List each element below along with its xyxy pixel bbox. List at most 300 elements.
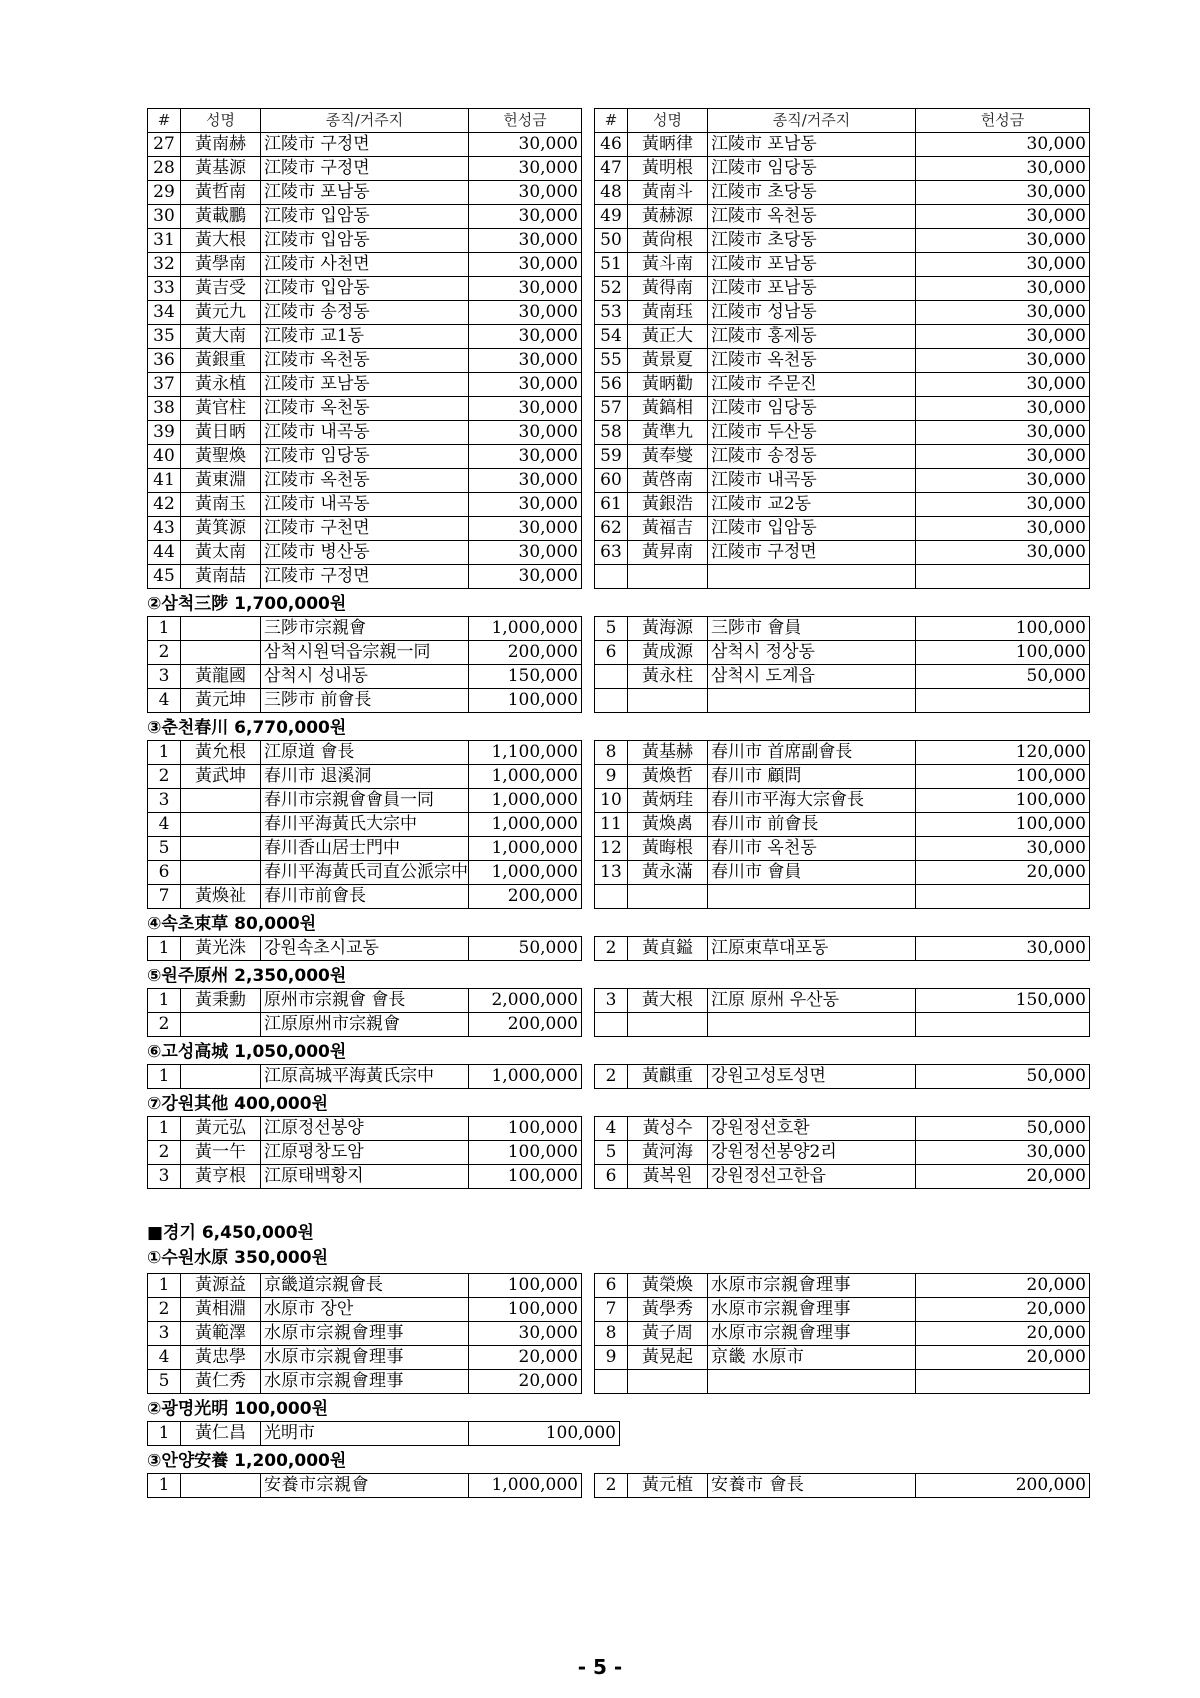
entry-amount: 30,000 [469, 445, 582, 469]
entry-amount: 200,000 [469, 1013, 582, 1037]
entry-position-residence: 江原태백황지 [261, 1165, 469, 1189]
entry-name: 黃仁昌 [181, 1422, 261, 1446]
entry-number [595, 665, 628, 689]
entry-number: 63 [595, 541, 628, 565]
entry-name [628, 689, 708, 713]
entry-number: 2 [595, 937, 628, 961]
column-separator [582, 469, 595, 493]
col-job-header: 종직/거주지 [708, 109, 916, 133]
entry-amount: 30,000 [916, 157, 1090, 181]
entry-number [595, 565, 628, 589]
entry-number: 1 [148, 1117, 181, 1141]
entry-number [595, 1370, 628, 1394]
entry-name: 黃南赫 [181, 133, 261, 157]
entry-name: 黃子周 [628, 1322, 708, 1346]
entry-amount: 20,000 [916, 1298, 1090, 1322]
entry-number: 6 [595, 1165, 628, 1189]
entry-number: 1 [148, 1065, 181, 1089]
entry-number: 44 [148, 541, 181, 565]
entry-position-residence: 江陵市 입암동 [261, 229, 469, 253]
entry-amount: 30,000 [916, 541, 1090, 565]
entry-amount: 20,000 [916, 1274, 1090, 1298]
entry-name: 黃武坤 [181, 765, 261, 789]
section-title: ①수원水原 350,000원 [147, 1248, 329, 1268]
entry-amount: 30,000 [469, 397, 582, 421]
entry-number: 12 [595, 837, 628, 861]
entry-amount: 30,000 [916, 349, 1090, 373]
entry-position-residence: 水原市宗親會理事 [708, 1274, 916, 1298]
entry-position-residence: 江陵市 임당동 [708, 397, 916, 421]
column-separator [582, 325, 595, 349]
entry-position-residence: 삼척시원덕읍宗親一同 [261, 641, 469, 665]
entry-position-residence: 江陵市 옥천동 [708, 205, 916, 229]
entry-number: 3 [148, 665, 181, 689]
table-row [148, 565, 1090, 589]
entry-amount: 30,000 [469, 1322, 582, 1346]
entry-number: 1 [148, 741, 181, 765]
entry-name: 黃日昞 [181, 421, 261, 445]
entry-name: 黃炳珪 [628, 789, 708, 813]
entry-number: 7 [148, 885, 181, 909]
entry-amount: 30,000 [916, 325, 1090, 349]
entry-position-residence: 水原市宗親會理事 [261, 1322, 469, 1346]
entry-position-residence: 水原市 장안 [261, 1298, 469, 1322]
entry-position-residence [708, 565, 916, 589]
column-separator [582, 373, 595, 397]
entry-number: 6 [595, 641, 628, 665]
entry-amount: 50,000 [916, 1065, 1090, 1089]
entry-position-residence: 江原束草대포동 [708, 937, 916, 961]
entry-name: 黃官柱 [181, 397, 261, 421]
section-title: ④속초束草 80,000원 [147, 914, 317, 934]
entry-name: 黃煥祉 [181, 885, 261, 909]
entry-name: 黃昞勸 [628, 373, 708, 397]
entry-name: 黃奉燮 [628, 445, 708, 469]
entry-name: 黃南喆 [181, 565, 261, 589]
table-row [148, 133, 1090, 157]
entry-position-residence: 三陟市 前會長 [261, 689, 469, 713]
table-row [148, 517, 1090, 541]
col-name-header: 성명 [628, 109, 708, 133]
entry-position-residence: 江陵市 입암동 [261, 277, 469, 301]
entry-position-residence: 강원정선호환 [708, 1117, 916, 1141]
entry-number: 9 [595, 1346, 628, 1370]
table-row [148, 665, 1090, 689]
column-separator [582, 445, 595, 469]
entry-name: 黃龍國 [181, 665, 261, 689]
entry-name: 黃永滿 [628, 861, 708, 885]
entry-name: 黃成源 [628, 641, 708, 665]
table-row [148, 445, 1090, 469]
entry-position-residence: 江陵市 성남동 [708, 301, 916, 325]
entry-number: 60 [595, 469, 628, 493]
column-separator [582, 1165, 595, 1189]
entry-position-residence: 江陵市 내곡동 [261, 421, 469, 445]
entry-position-residence: 江陵市 옥천동 [261, 469, 469, 493]
entry-amount: 50,000 [469, 937, 582, 961]
entry-number: 59 [595, 445, 628, 469]
entry-name: 黃得南 [628, 277, 708, 301]
table-row [148, 373, 1090, 397]
entry-amount: 30,000 [916, 253, 1090, 277]
entry-number: 35 [148, 325, 181, 349]
column-separator [582, 109, 595, 133]
table-row [148, 1422, 620, 1446]
entry-position-residence: 강원정선봉양2리 [708, 1141, 916, 1165]
entry-amount: 100,000 [916, 641, 1090, 665]
entry-number [595, 689, 628, 713]
column-separator [582, 229, 595, 253]
entry-position-residence: 水原市宗親會理事 [261, 1346, 469, 1370]
entry-amount: 30,000 [469, 517, 582, 541]
entry-name: 黃煥哲 [628, 765, 708, 789]
entry-number: 4 [148, 689, 181, 713]
entry-position-residence [708, 885, 916, 909]
column-separator [582, 301, 595, 325]
table-row [148, 205, 1090, 229]
entry-amount: 20,000 [916, 1322, 1090, 1346]
entry-position-residence: 江原高城平海黃氏宗中 [261, 1065, 469, 1089]
table-row [148, 397, 1090, 421]
col-num-header: # [595, 109, 628, 133]
table-row [148, 181, 1090, 205]
entry-number: 42 [148, 493, 181, 517]
column-separator [582, 253, 595, 277]
entry-number: 3 [148, 1165, 181, 1189]
entry-position-residence: 江陵市 송정동 [261, 301, 469, 325]
entry-position-residence: 江原정선봉양 [261, 1117, 469, 1141]
entry-position-residence: 江陵市 포남동 [708, 133, 916, 157]
entry-position-residence: 春川市平海大宗會長 [708, 789, 916, 813]
entry-position-residence: 江陵市 옥천동 [261, 397, 469, 421]
entry-number: 43 [148, 517, 181, 541]
entry-name: 黃元坤 [181, 689, 261, 713]
entry-number: 8 [595, 1322, 628, 1346]
sokcho-table [147, 936, 1090, 961]
entry-name [181, 617, 261, 641]
entry-name: 黃赫源 [628, 205, 708, 229]
entry-name: 黃銀浩 [628, 493, 708, 517]
entry-number: 1 [148, 937, 181, 961]
column-separator [582, 813, 595, 837]
entry-name: 黃學秀 [628, 1298, 708, 1322]
entry-position-residence: 江陵市 입암동 [261, 205, 469, 229]
entry-position-residence: 水原市宗親會理事 [708, 1322, 916, 1346]
entry-number: 39 [148, 421, 181, 445]
column-separator [582, 1298, 595, 1322]
entry-amount: 30,000 [916, 421, 1090, 445]
entry-name: 黃昇南 [628, 541, 708, 565]
column-separator [582, 1013, 595, 1037]
column-separator [582, 397, 595, 421]
table-row [148, 1474, 1090, 1498]
entry-number: 61 [595, 493, 628, 517]
entry-position-residence: 江原原州市宗親會 [261, 1013, 469, 1037]
entry-name: 黃哲南 [181, 181, 261, 205]
entry-number: 31 [148, 229, 181, 253]
entry-number: 2 [148, 641, 181, 665]
entry-amount [916, 1370, 1090, 1394]
entry-position-residence [708, 1013, 916, 1037]
entry-position-residence: 江原평창도암 [261, 1141, 469, 1165]
entry-number: 8 [595, 741, 628, 765]
entry-number: 49 [595, 205, 628, 229]
entry-name: 黃準九 [628, 421, 708, 445]
entry-amount: 1,100,000 [469, 741, 582, 765]
entry-position-residence: 江陵市 두산동 [708, 421, 916, 445]
entry-amount: 30,000 [916, 1141, 1090, 1165]
table-row [148, 325, 1090, 349]
entry-name: 黃啓南 [628, 469, 708, 493]
column-separator [582, 617, 595, 641]
column-separator [582, 517, 595, 541]
entry-position-residence: 강원고성토성면 [708, 1065, 916, 1089]
entry-number: 5 [595, 617, 628, 641]
column-separator [582, 641, 595, 665]
entry-amount [916, 565, 1090, 589]
entry-name: 黃鎬相 [628, 397, 708, 421]
column-separator [582, 205, 595, 229]
table-row [148, 617, 1090, 641]
entry-amount: 1,000,000 [469, 1065, 582, 1089]
entry-amount: 30,000 [916, 277, 1090, 301]
entry-amount [916, 1013, 1090, 1037]
entry-number: 48 [595, 181, 628, 205]
entry-amount: 100,000 [469, 689, 582, 713]
gwangmyeong-table [147, 1421, 620, 1446]
entry-position-residence: 江陵市 옥천동 [708, 349, 916, 373]
entry-number: 5 [148, 1370, 181, 1394]
entry-position-residence: 春川平海黃氏司直公派宗中 [261, 861, 469, 885]
entry-number: 47 [595, 157, 628, 181]
entry-position-residence: 春川市前會長 [261, 885, 469, 909]
table-row [148, 1346, 1090, 1370]
table-row [148, 469, 1090, 493]
entry-amount: 30,000 [916, 517, 1090, 541]
entry-number: 2 [148, 765, 181, 789]
entry-name: 黃相淵 [181, 1298, 261, 1322]
entry-number: 2 [595, 1065, 628, 1089]
entry-amount: 50,000 [916, 665, 1090, 689]
entry-amount: 100,000 [916, 813, 1090, 837]
section-title: ②광명光明 100,000원 [147, 1399, 329, 1419]
section-title: ②삼척三陟 1,700,000원 [147, 594, 347, 614]
entry-amount: 1,000,000 [469, 617, 582, 641]
entry-amount: 30,000 [916, 301, 1090, 325]
entry-number [595, 885, 628, 909]
entry-position-residence: 江陵市 포남동 [261, 373, 469, 397]
column-separator [582, 989, 595, 1013]
entry-name: 黃明根 [628, 157, 708, 181]
entry-amount: 30,000 [469, 253, 582, 277]
entry-position-residence [708, 1370, 916, 1394]
entry-position-residence: 光明市 [261, 1422, 469, 1446]
table-row [148, 837, 1090, 861]
entry-name: 黃福吉 [628, 517, 708, 541]
entry-amount: 100,000 [469, 1117, 582, 1141]
entry-name: 黃秉勳 [181, 989, 261, 1013]
column-separator [582, 665, 595, 689]
entry-position-residence [708, 689, 916, 713]
entry-name: 黃南珏 [628, 301, 708, 325]
entry-amount: 30,000 [916, 373, 1090, 397]
entry-number: 5 [148, 837, 181, 861]
entry-position-residence: 江陵市 사천면 [261, 253, 469, 277]
col-amount-header: 헌성금 [916, 109, 1090, 133]
entry-number: 58 [595, 421, 628, 445]
entry-position-residence: 강원정선고한읍 [708, 1165, 916, 1189]
entry-amount: 2,000,000 [469, 989, 582, 1013]
entry-name: 黃尙根 [628, 229, 708, 253]
entry-amount: 1,000,000 [469, 861, 582, 885]
entry-number [595, 1013, 628, 1037]
entry-amount: 30,000 [469, 349, 582, 373]
entry-amount: 100,000 [916, 617, 1090, 641]
goseong-table [147, 1064, 1090, 1089]
entry-number: 3 [148, 1322, 181, 1346]
table-row [148, 641, 1090, 665]
entry-name: 黃斗南 [628, 253, 708, 277]
table-row [148, 493, 1090, 517]
entry-position-residence: 江陵市 병산동 [261, 541, 469, 565]
col-job-header: 종직/거주지 [261, 109, 469, 133]
entry-name: 黃基赫 [628, 741, 708, 765]
entry-name: 黃東淵 [181, 469, 261, 493]
entry-position-residence: 安養市 會長 [708, 1474, 916, 1498]
entry-number: 28 [148, 157, 181, 181]
entry-position-residence: 江陵市 교1동 [261, 325, 469, 349]
column-separator [582, 1370, 595, 1394]
entry-number: 50 [595, 229, 628, 253]
column-separator [582, 1322, 595, 1346]
entry-number: 52 [595, 277, 628, 301]
section-title: ⑦강원其他 400,000원 [147, 1094, 329, 1114]
entry-amount: 1,000,000 [469, 789, 582, 813]
table-row [148, 1322, 1090, 1346]
entry-name: 黃太南 [181, 541, 261, 565]
entry-number: 3 [148, 789, 181, 813]
table-row [148, 1274, 1090, 1298]
entry-name: 黃亨根 [181, 1165, 261, 1189]
section-title: ③춘천春川 6,770,000원 [147, 718, 347, 738]
entry-number: 9 [595, 765, 628, 789]
entry-number: 51 [595, 253, 628, 277]
column-separator [582, 157, 595, 181]
entry-name [181, 861, 261, 885]
entry-position-residence: 江陵市 포남동 [261, 181, 469, 205]
entry-name: 黃學南 [181, 253, 261, 277]
entry-amount: 150,000 [916, 989, 1090, 1013]
entry-amount: 30,000 [469, 157, 582, 181]
entry-name: 黃晃起 [628, 1346, 708, 1370]
entry-amount: 200,000 [469, 885, 582, 909]
entry-number: 53 [595, 301, 628, 325]
entry-position-residence: 春川市 顧問 [708, 765, 916, 789]
entry-amount: 30,000 [469, 565, 582, 589]
entry-number: 10 [595, 789, 628, 813]
entry-position-residence: 삼척시 성내동 [261, 665, 469, 689]
entry-position-residence: 水原市宗親會理事 [261, 1370, 469, 1394]
entry-number: 55 [595, 349, 628, 373]
entry-position-residence: 江陵市 구정면 [708, 541, 916, 565]
entry-name [181, 813, 261, 837]
entry-position-residence: 江陵市 구정면 [261, 565, 469, 589]
table-row [148, 989, 1090, 1013]
entry-position-residence: 江陵市 입암동 [708, 517, 916, 541]
entry-name: 黃晦根 [628, 837, 708, 861]
entry-position-residence: 江原 原州 우산동 [708, 989, 916, 1013]
entry-amount: 30,000 [469, 229, 582, 253]
document-body [147, 108, 1089, 1498]
entry-position-residence: 春川平海黃氏大宗中 [261, 813, 469, 837]
entry-position-residence: 강원속초시교동 [261, 937, 469, 961]
section-title: ⑤원주原州 2,350,000원 [147, 966, 347, 986]
entry-number: 33 [148, 277, 181, 301]
col-name-header: 성명 [181, 109, 261, 133]
entry-amount: 1,000,000 [469, 765, 582, 789]
entry-amount: 30,000 [916, 205, 1090, 229]
entry-number: 41 [148, 469, 181, 493]
entry-number: 1 [148, 1474, 181, 1498]
entry-number: 2 [148, 1298, 181, 1322]
entry-name: 黃大南 [181, 325, 261, 349]
entry-position-residence: 江陵市 송정동 [708, 445, 916, 469]
column-separator [582, 493, 595, 517]
entry-amount [916, 885, 1090, 909]
entry-number: 27 [148, 133, 181, 157]
entry-name: 黃聖煥 [181, 445, 261, 469]
entry-name [181, 789, 261, 813]
entry-number: 2 [595, 1474, 628, 1498]
samcheok-table [147, 616, 1090, 713]
column-separator [582, 765, 595, 789]
suwon-table [147, 1273, 1090, 1394]
entry-number: 5 [595, 1141, 628, 1165]
entry-amount: 120,000 [916, 741, 1090, 765]
section-title: ③안양安養 1,200,000원 [147, 1451, 347, 1471]
entry-number: 4 [148, 813, 181, 837]
entry-amount: 100,000 [469, 1422, 620, 1446]
column-separator [582, 689, 595, 713]
entry-position-residence: 春川市宗親會會員一同 [261, 789, 469, 813]
column-separator [582, 1141, 595, 1165]
table-row [148, 813, 1090, 837]
entry-amount: 30,000 [469, 181, 582, 205]
entry-amount: 20,000 [916, 1165, 1090, 1189]
gangwon-etc-table [147, 1116, 1090, 1189]
entry-number: 4 [148, 1346, 181, 1370]
entry-number: 2 [148, 1141, 181, 1165]
entry-name [628, 1013, 708, 1037]
column-separator [582, 1274, 595, 1298]
chuncheon-table [147, 740, 1090, 909]
table-row [148, 157, 1090, 181]
entry-amount: 30,000 [469, 541, 582, 565]
entry-amount: 30,000 [469, 133, 582, 157]
entry-amount: 30,000 [469, 493, 582, 517]
entry-name: 黃煥禼 [628, 813, 708, 837]
entry-number: 57 [595, 397, 628, 421]
entry-name [628, 1370, 708, 1394]
table-row [148, 541, 1090, 565]
entry-position-residence: 春川市 前會長 [708, 813, 916, 837]
entry-position-residence: 春川市 옥천동 [708, 837, 916, 861]
entry-number: 1 [148, 1422, 181, 1446]
entry-position-residence: 江陵市 포남동 [708, 277, 916, 301]
entry-amount: 30,000 [916, 469, 1090, 493]
entry-amount: 30,000 [916, 181, 1090, 205]
table-header-row [148, 109, 1090, 133]
